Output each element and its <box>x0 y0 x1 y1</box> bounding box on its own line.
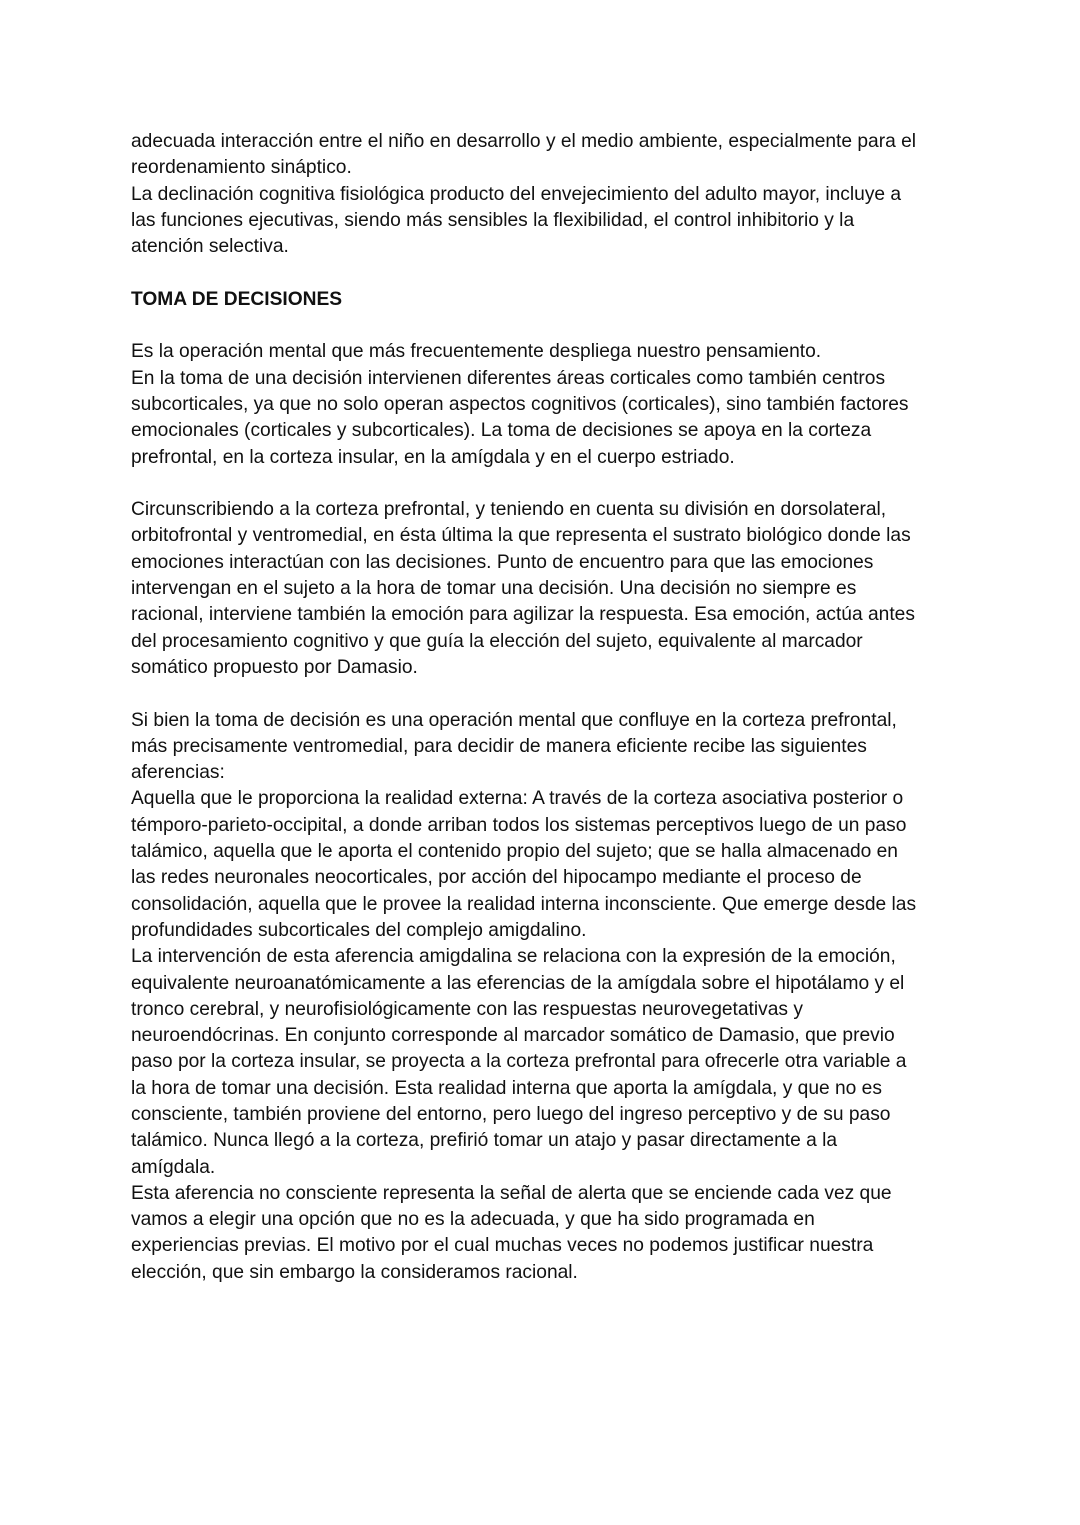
text-line: amígdala. <box>131 1156 216 1178</box>
text-line: paso por la corteza insular, se proyecta a la corteza prefrontal para ofrecerle otra variable a <box>131 1051 907 1073</box>
text-line: subcorticales, ya que no solo operan aspectos cognitivos (corticales), sino también factores <box>131 393 909 415</box>
text-line: intervengan en el sujeto a la hora de tomar una decisión. Una decisión no siempre es <box>131 578 857 600</box>
text-line: del procesamiento cognitivo y que guía la elección del sujeto, equivalente al marcador <box>131 630 863 652</box>
text-line: Es la operación mental que más frecuentemente despliega nuestro pensamiento. <box>131 341 822 363</box>
text-line: racional, interviene también la emoción para agilizar la respuesta. Esa emoción, actúa antes <box>131 604 915 626</box>
paragraph-spacer <box>131 260 961 286</box>
text-line: consciente, también proviene del entorno, pero luego del ingreso perceptivo y de su paso <box>131 1103 891 1125</box>
text-line: témporo-parieto-occipital, a donde arriban todos los sistemas perceptivos luego de un paso <box>131 814 907 836</box>
paragraph-3 <box>131 708 961 1287</box>
section-heading: TOMA DE DECISIONES <box>131 288 343 310</box>
text-line: La declinación cognitiva fisiológica producto del envejecimiento del adulto mayor, incluye a <box>131 183 902 205</box>
text-line: La intervención de esta aferencia amigdalina se relaciona con la expresión de la emoción, <box>131 946 896 968</box>
paragraph-spacer <box>131 471 961 497</box>
text-line: Aquella que le proporciona la realidad externa: A través de la corteza asociativa posterior o <box>131 788 904 810</box>
text-line: más precisamente ventromedial, para decidir de manera eficiente recibe las siguientes <box>131 735 867 757</box>
text-line: atención selectiva. <box>131 236 289 258</box>
text-line: reordenamiento sináptico. <box>131 157 352 179</box>
paragraph-spacer <box>131 313 961 339</box>
text-line: Esta aferencia no consciente representa la señal de alerta que se enciende cada vez que <box>131 1182 892 1204</box>
text-line: talámico. Nunca llegó a la corteza, prefirió tomar un atajo y pasar directamente a la <box>131 1130 838 1152</box>
text-line: aferencias: <box>131 762 225 784</box>
text-line: Circunscribiendo a la corteza prefrontal, y teniendo en cuenta su división en dorsolateral, <box>131 499 887 521</box>
text-line: emociones interactúan con las decisiones. Punto de encuentro para que las emociones <box>131 551 874 573</box>
paragraph-1 <box>131 339 961 470</box>
text-line: profundidades subcorticales del complejo amigdalino. <box>131 919 587 941</box>
text-line: somático propuesto por Damasio. <box>131 656 418 678</box>
document-page <box>131 129 961 1286</box>
text-line: experiencias previas. El motivo por el cual muchas veces no podemos justificar nuestra <box>131 1235 874 1257</box>
text-line: orbitofrontal y ventromedial, en ésta última la que representa el sustrato biológico donde las <box>131 525 911 547</box>
text-line: En la toma de una decisión intervienen diferentes áreas corticales como también centros <box>131 367 886 389</box>
text-line: tronco cerebral, y neurofisiológicamente con las respuestas neurovegetativas y <box>131 998 803 1020</box>
text-line: talámico, aquella que le aporta el contenido propio del sujeto; que se halla almacenado en <box>131 841 898 863</box>
text-line: consolidación, aquella que le provee la realidad interna inconsciente. Que emerge desde las <box>131 893 917 915</box>
paragraph-2 <box>131 497 961 681</box>
text-line: prefrontal, en la corteza insular, en la amígdala y en el cuerpo estriado. <box>131 446 735 468</box>
text-line: elección, que sin embargo la consideramos racional. <box>131 1261 578 1283</box>
text-line: equivalente neuroanatómicamente a las eferencias de la amígdala sobre el hipotálamo y el <box>131 972 905 994</box>
text-line: emocionales (corticales y subcorticales). La toma de decisiones se apoya en la corteza <box>131 420 872 442</box>
text-line: las funciones ejecutivas, siendo más sensibles la flexibilidad, el control inhibitorio y la <box>131 209 855 231</box>
section-heading-block <box>131 287 961 313</box>
text-line: Si bien la toma de decisión es una operación mental que confluye en la corteza prefrontal, <box>131 709 897 731</box>
intro-paragraph <box>131 129 961 260</box>
paragraph-spacer <box>131 681 961 707</box>
text-line: vamos a elegir una opción que no es la adecuada, y que ha sido programada en <box>131 1209 815 1231</box>
text-line: adecuada interacción entre el niño en desarrollo y el medio ambiente, especialmente para el <box>131 131 917 152</box>
text-line: las redes neuronales neocorticales, por acción del hipocampo mediante el proceso de <box>131 867 862 889</box>
text-line: la hora de tomar una decisión. Esta realidad interna que aporta la amígdala, y que no es <box>131 1077 882 1099</box>
text-line: neuroendócrinas. En conjunto corresponde al marcador somático de Damasio, que previo <box>131 1025 895 1047</box>
